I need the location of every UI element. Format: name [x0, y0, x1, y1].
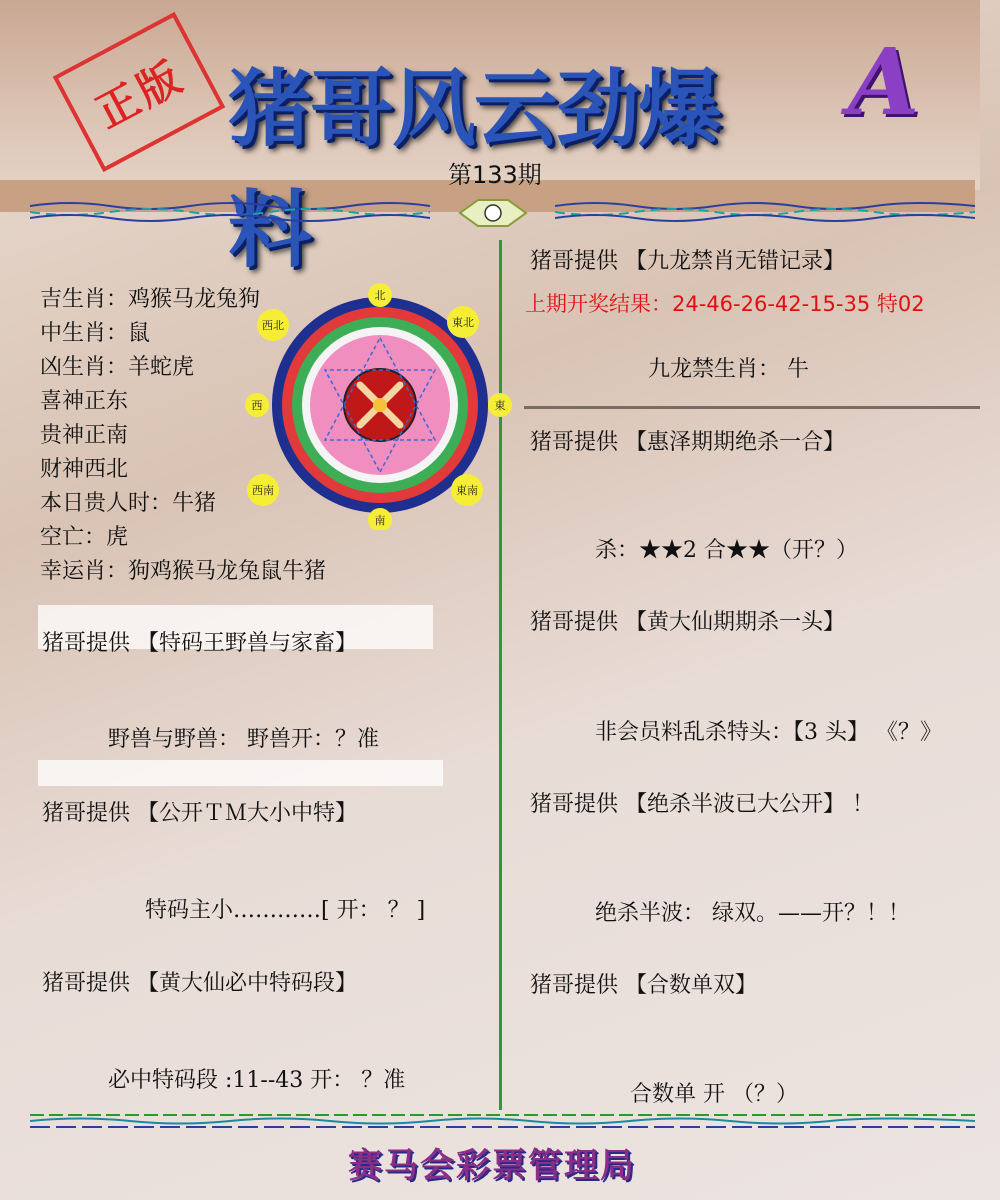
- decorative-wave-line: [30, 198, 975, 228]
- right-section-4-content: 绝杀半波： 绿双。——开？！！: [595, 901, 910, 926]
- info-wealth-god: 财神西北: [40, 457, 129, 482]
- info-lucky-animals: 幸运肖：狗鸡猴马龙兔鼠牛猪: [40, 559, 327, 584]
- compass-southeast: 東南: [456, 484, 478, 497]
- right-section-1-heading: 猪哥提供 【九龙禁肖无错记录】: [530, 249, 845, 274]
- right-section-5-content: 合数单 开 （？）: [630, 1082, 798, 1107]
- compass-southwest: 西南: [252, 484, 274, 497]
- left-section-3-heading: 猪哥提供 【黄大仙必中特码段】: [42, 971, 357, 996]
- left-section-3-content: 必中特码段 :11--43 开： ？准: [108, 1068, 406, 1093]
- zodiac-compass-wheel: [245, 280, 515, 530]
- left-section-1-content: 野兽与野兽： 野兽开：？准: [108, 727, 379, 752]
- issue-number: 第133期: [448, 161, 542, 189]
- info-joy-god: 喜神正东: [40, 389, 129, 414]
- page-title: 猪哥风云劲爆料: [228, 60, 721, 279]
- right-section-5-heading: 猪哥提供 【合数单双】: [530, 973, 757, 998]
- left-section-1-heading: 猪哥提供 【特码王野兽与家畜】: [42, 631, 357, 656]
- right-section-1-content: 九龙禁生肖： 牛: [648, 357, 809, 382]
- info-noble-hour: 本日贵人时：牛猪: [40, 491, 217, 516]
- right-section-3-content: 非会员料乱杀特头：【3 头】 《？》: [595, 720, 942, 745]
- info-lucky-zodiac: 吉生肖：鸡猴马龙兔狗: [40, 287, 261, 312]
- compass-south: 南: [374, 514, 386, 527]
- info-middle-zodiac: 中生肖：鼠: [40, 321, 151, 346]
- compass-east: 東: [494, 399, 506, 412]
- bottom-decorative-line: [30, 1110, 975, 1132]
- compass-northeast: 東北: [452, 316, 474, 329]
- section-bg: [38, 760, 443, 786]
- info-noble-god: 贵神正南: [40, 423, 129, 448]
- right-section-4-heading: 猪哥提供 【绝杀半波已大公开】 ！: [530, 792, 874, 817]
- stamp-text: 正版: [88, 50, 193, 138]
- right-section-3-heading: 猪哥提供 【黄大仙期期杀一头】: [530, 610, 845, 635]
- info-bad-zodiac: 凶生肖：羊蛇虎: [40, 355, 195, 380]
- compass-north: 北: [374, 289, 386, 302]
- left-section-2-heading: 猪哥提供 【公开ＴＭ大小中特】: [42, 801, 357, 826]
- left-section-2-content: 特码主小…………[ 开： ？ ]: [145, 898, 426, 923]
- compass-west: 西: [251, 399, 263, 412]
- last-draw-result: 上期开奖结果：24-46-26-42-15-35 特02: [525, 292, 925, 316]
- right-section-2-heading: 猪哥提供 【惠泽期期绝杀一合】: [530, 430, 845, 455]
- compass-northwest: 西北: [262, 319, 284, 332]
- right-section-divider: [524, 406, 980, 409]
- info-void: 空亡：虎: [40, 525, 129, 550]
- edition-letter: A: [848, 28, 920, 136]
- right-section-2-content: 杀：★★2 合★★（开？）: [595, 538, 858, 563]
- footer-organization: 赛马会彩票管理局: [348, 1146, 636, 1186]
